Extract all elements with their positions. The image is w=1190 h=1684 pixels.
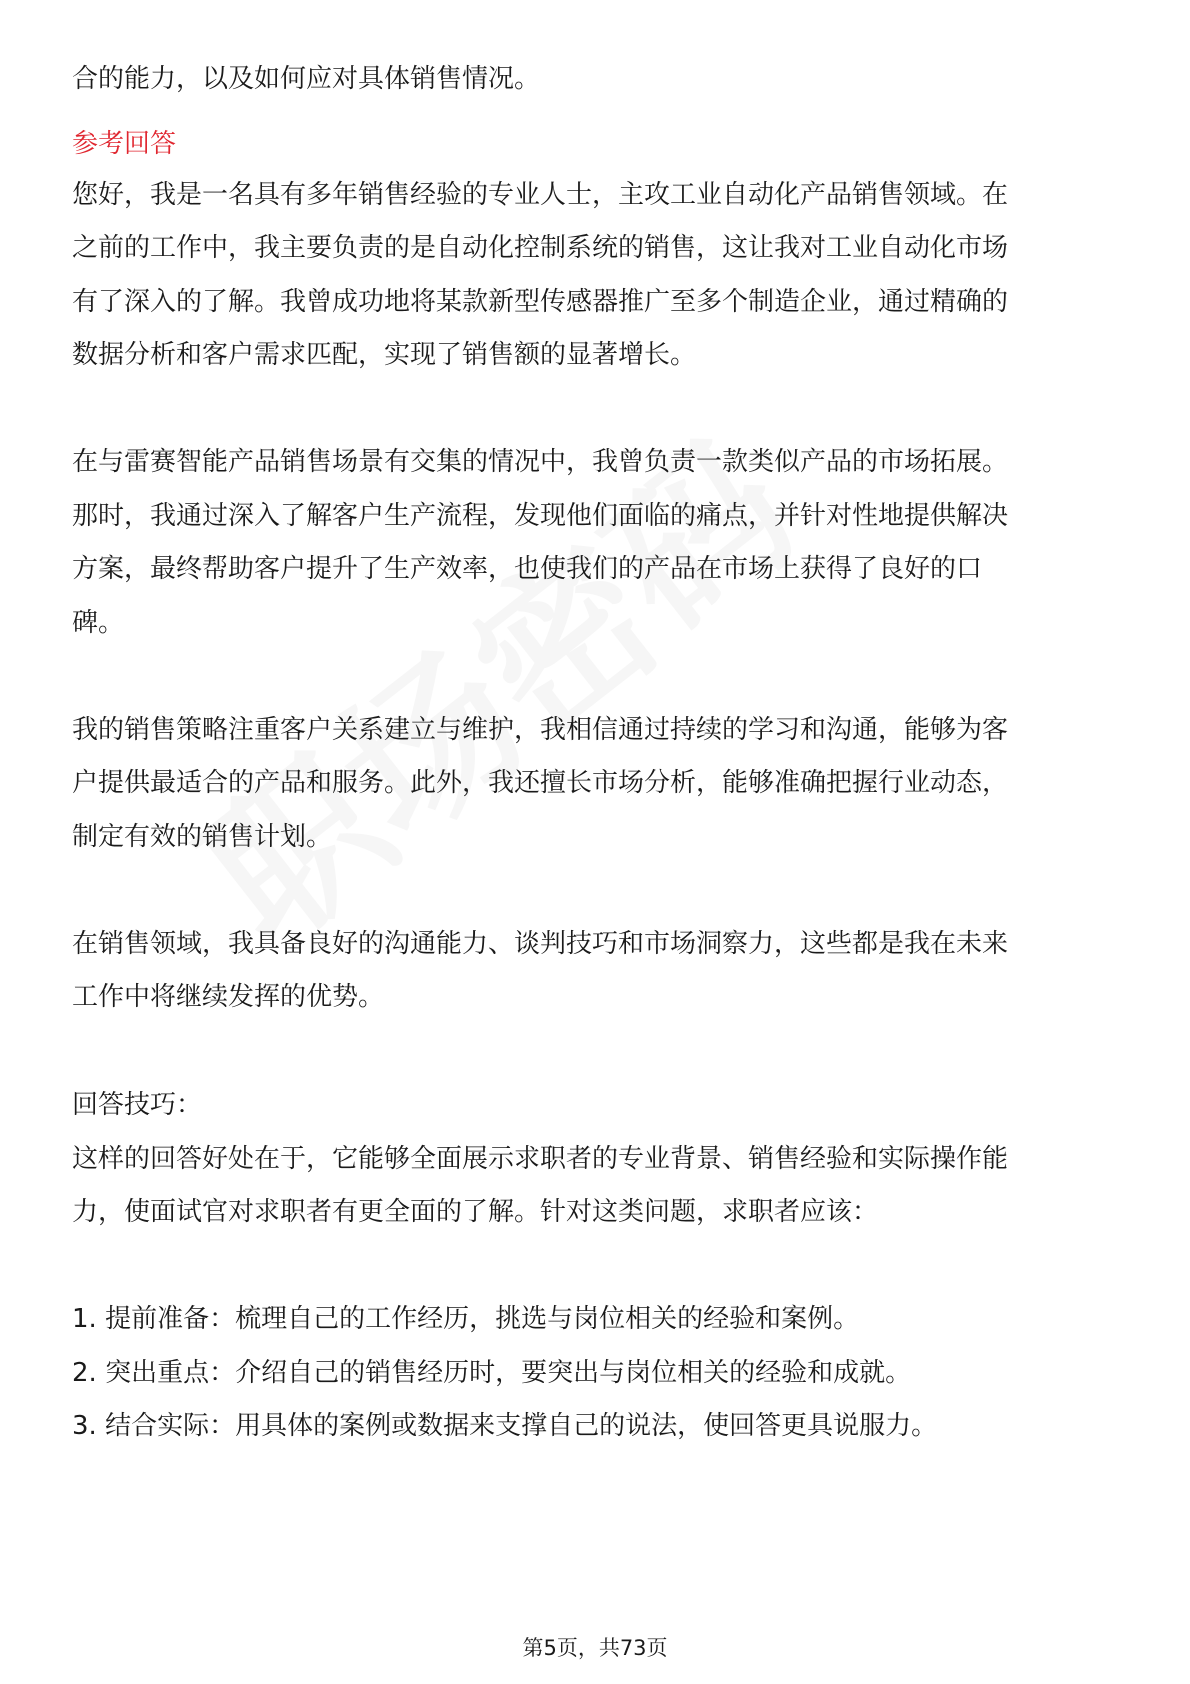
text-line: 我的销售策略注重客户关系建立与维护，我相信通过持续的学习和沟通，能够为客 [72,715,1009,745]
page-number: 第5页，共73页 [522,1636,668,1660]
text-line: 在销售领域，我具备良好的沟通能力、谈判技巧和市场洞察力，这些都是我在未来 [72,929,1009,959]
text-line: 力，使面试官对求职者有更全面的了解。针对这类问题，求职者应该： [72,1197,879,1227]
text-line: 之前的工作中，我主要负责的是自动化控制系统的销售，这让我对工业自动化市场 [72,233,1009,263]
text-line: 那时，我通过深入了解客户生产流程，发现他们面临的痛点，并针对性地提供解决 [72,501,1009,531]
text-line: 碑。 [72,608,125,638]
text-line: 有了深入的了解。我曾成功地将某款新型传感器推广至多个制造企业，通过精确的 [72,287,1009,317]
text-line: 您好，我是一名具有多年销售经验的专业人士，主攻工业自动化产品销售领域。在 [72,180,1009,210]
text-line: 工作中将继续发挥的优势。 [72,982,385,1012]
text-line: 这样的回答好处在于，它能够全面展示求职者的专业背景、销售经验和实际操作能 [72,1144,1009,1174]
text-line: 合的能力，以及如何应对具体销售情况。 [72,64,541,94]
text-line: 制定有效的销售计划。 [72,822,333,852]
text-line: 数据分析和客户需求匹配，实现了销售额的显著增长。 [72,340,697,370]
text-line: 户提供最适合的产品和服务。此外，我还擅长市场分析，能够准确把握行业动态， [72,768,1009,798]
answer-heading: 参考回答 [72,129,177,159]
text-line: 在与雷赛智能产品销售场景有交集的情况中，我曾负责一款类似产品的市场拓展。 [72,447,1009,477]
list-item: 1. 提前准备：梳理自己的工作经历，挑选与岗位相关的经验和案例。 [72,1304,860,1334]
list-item: 2. 突出重点：介绍自己的销售经历时，要突出与岗位相关的经验和成就。 [72,1358,912,1388]
text-line: 方案，最终帮助客户提升了生产效率，也使我们的产品在市场上获得了良好的口 [72,554,983,584]
list-item: 3. 结合实际：用具体的案例或数据来支撑自己的说法，使回答更具说服力。 [72,1411,938,1441]
tips-label: 回答技巧： [72,1090,203,1120]
